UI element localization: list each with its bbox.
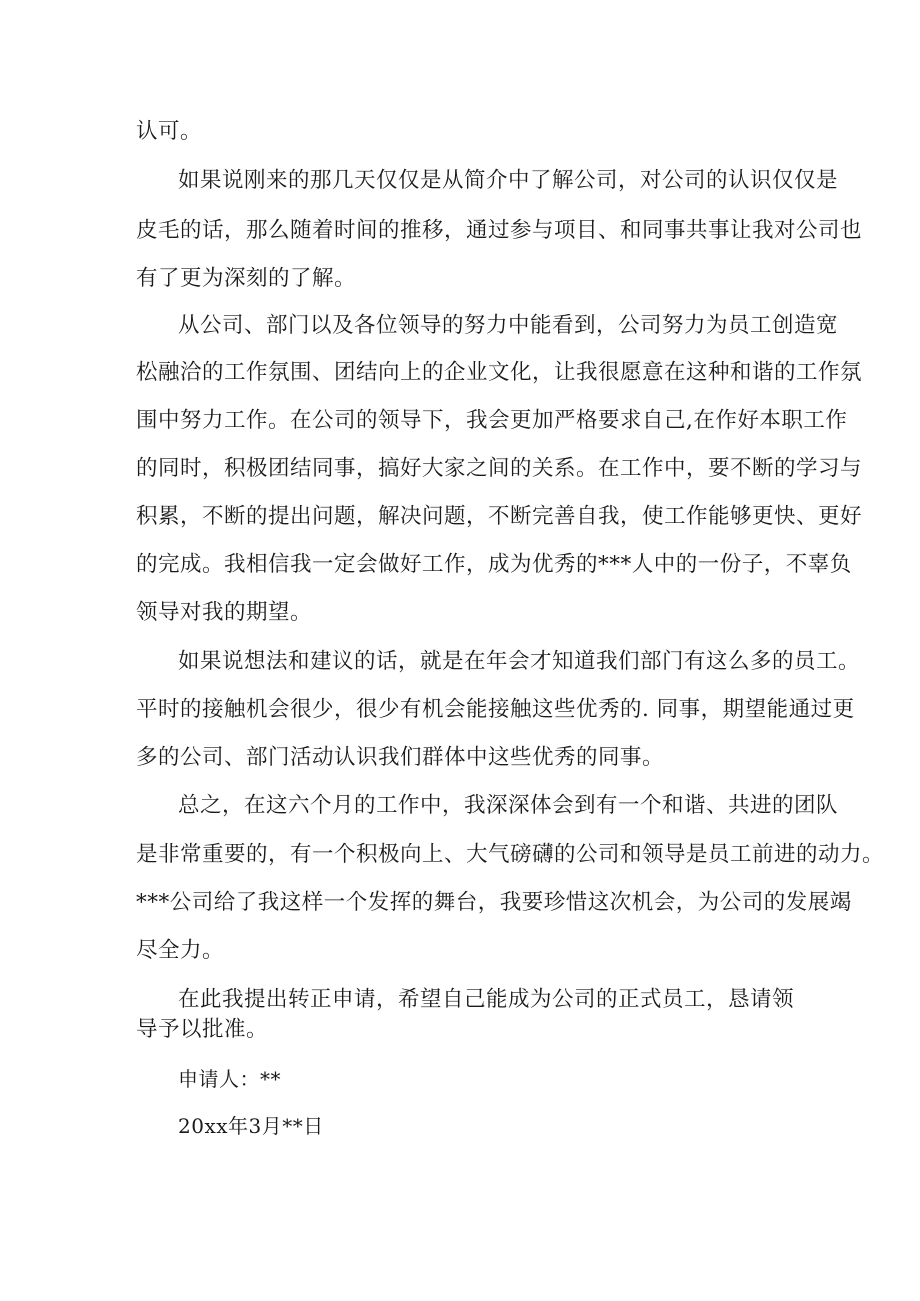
paragraph-line: 松融洽的工作氛围、团结向上的企业文化，让我很愿意在这种和谐的工作氛 — [136, 360, 863, 385]
paragraph-line: 认可。 — [136, 119, 203, 144]
paragraph-line: 是非常重要的，有一个积极向上、大气磅礴的公司和领导是员工前进的动力。 — [136, 842, 885, 867]
paragraph-line: 皮毛的话，那么随着时间的推移，通过参与项目、和同事共事让我对公司也 — [136, 218, 863, 243]
paragraph-line: 尽全力。 — [136, 938, 225, 963]
paragraph-line: 在此我提出转正申请，希望自己能成为公司的正式员工，恳请领 — [178, 987, 795, 1012]
paragraph-line: 如果说刚来的那几天仅仅是从简介中了解公司，对公司的认识仅仅是 — [178, 168, 839, 193]
paragraph-line: 导予以批准。 — [136, 1017, 269, 1042]
paragraph-line: 从公司、部门以及各位领导的努力中能看到，公司努力为员工创造宽 — [178, 313, 839, 338]
paragraph-line: 有了更为深刻的了解。 — [136, 266, 357, 291]
paragraph-line: 围中努力工作。在公司的领导下，我会更加严格要求自己,在作好本职工作 — [136, 408, 848, 433]
paragraph-line: ***公司给了我这样一个发挥的舞台，我要珍惜这次机会，为公司的发展竭 — [136, 890, 852, 915]
applicant-signature: 申请人：** — [178, 1067, 281, 1091]
paragraph-line: 的同时，积极团结同事，搞好大家之间的关系。在工作中，要不断的学习与 — [136, 456, 863, 481]
paragraph-line: 多的公司、部门活动认识我们群体中这些优秀的同事。 — [136, 745, 665, 770]
paragraph-line: 的完成。我相信我一定会做好工作，成为优秀的***人中的一份子，不辜负 — [136, 552, 852, 577]
paragraph-line: 如果说想法和建议的话，就是在年会才知道我们部门有这么多的员工。 — [178, 649, 861, 674]
application-date: 20xx年3月**日 — [178, 1114, 324, 1138]
paragraph-line: 总之，在这六个月的工作中，我深深体会到有一个和谐、共进的团队 — [178, 793, 839, 818]
paragraph-line: 平时的接触机会很少，很少有机会能接触这些优秀的. 同事，期望能通过更 — [136, 697, 855, 722]
paragraph-line: 领导对我的期望。 — [136, 600, 313, 625]
paragraph-line: 积累，不断的提出问题，解决问题，不断完善自我，使工作能够更快、更好 — [136, 504, 863, 529]
